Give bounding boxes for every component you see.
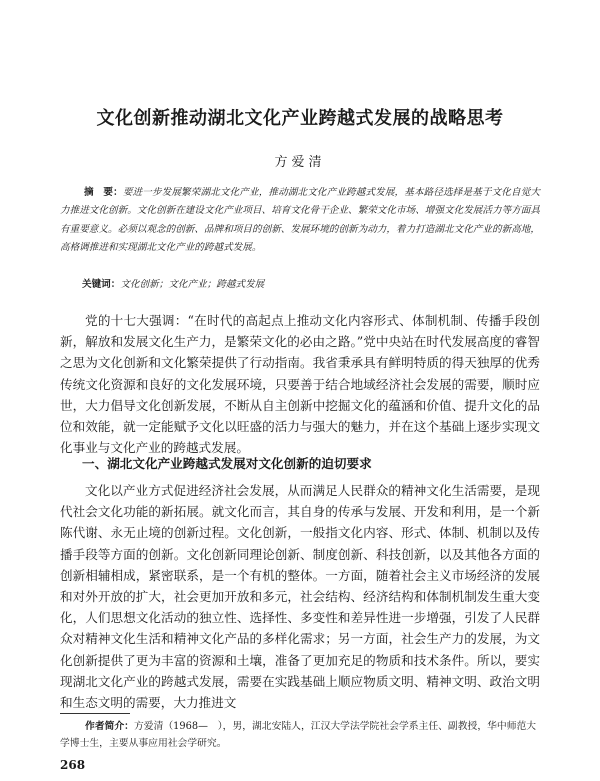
abstract xyxy=(60,184,540,258)
author-name: 方爱清 xyxy=(274,155,326,170)
page-number: 268 xyxy=(60,758,86,772)
abstract-text: 要进一步发展繁荣湖北文化产业，推动湖北文化产业跨越式发展，基本路径选择是基于文化自觉大力推进文化创新。文化创新在建设文化产业项目、培育文化骨干企业、繁荣文化市场、增强文化发展活力等方面具有重要意义。必须以观念的创新、品牌和项目的创新、发展环境的创新为动力，着力打造湖北文化产业的新高地，高格调推进和实现湖北文化产业的跨越式发展。 xyxy=(60,187,541,254)
body-paragraph-2: 文化以产业方式促进经济社会发展，从而满足人民群众的精神文化生活需要，是现代社会文化功能的新拓展。就文化而言，其自身的传承与发展、开发和利用，是一个新陈代谢、永无止境的创新过程。文化创新，一般指文化内容、形式、体制、机制以及传播手段等方面的创新。文化创新同理论创新、制度创新、科技创新，以及其他各方面的创新相辅相成，紧密联系，是一个有机的整体。一方面，随着社会主义市场经济的发展和对外开放的扩大，社会更加开放和多元，社会结构、经济结构和体制机制发生重大变化，人们思想文化活动的独立性、选择性、多变性和差异性进一步增强，引发了人民群众对精神文化生活和精神文化产品的多样化需求；另一方面，社会生产力的发展，为文化创新提供了更为丰富的资源和土壤，准备了更加充足的物质和技术条件。所以，要实现湖北文化产业的跨越式发展，需要在实践基础上顺应物质文明、精神文明、政治文明和生态文明的需要，大力推进文 xyxy=(60,483,540,711)
footnote-label: 作者简介： xyxy=(85,721,134,732)
keywords-text: 文化创新；文化产业；跨越式发展 xyxy=(120,279,265,290)
body-paragraph-1: 党的十七大强调：“在时代的高起点上推动文化内容形式、体制机制、传播手段创新，解放和发展文化生产力，是繁荣文化的必由之路。”党中央站在时代发展高度的睿智之思为文化创新和文化繁荣提供了行动指南。我省秉承具有鲜明特质的得天独厚的优秀传统文化资源和良好的文化发展环境，只要善于结合地域经济社会发展的需要，顺时应世，大力倡导文化创新发展，不断从自主创新中挖掘文化的蕴涵和价值、提升文化的品位和效能，就一定能赋予文化以旺盛的活力与强大的魅力，并在这个基础上逐步实现文化事业与文化产业的跨越式发展。 xyxy=(60,313,540,456)
keywords-label: 关键词： xyxy=(82,279,121,290)
footnote-divider xyxy=(60,713,130,714)
abstract-label: 摘 要： xyxy=(84,187,123,198)
author-footnote xyxy=(60,718,540,752)
footnote-text: 方爱清（1968— ），男，湖北安陆人，江汉大学法学院社会学系主任、副教授，华中师范大学博士生，主要从事应用社会学研究。 xyxy=(60,721,537,749)
article-title: 文化创新推动湖北文化产业跨越式发展的战略思考 xyxy=(96,108,504,129)
section-heading: 一、湖北文化产业跨越式发展对文化创新的迫切要求 xyxy=(82,456,372,471)
keywords xyxy=(82,277,542,293)
